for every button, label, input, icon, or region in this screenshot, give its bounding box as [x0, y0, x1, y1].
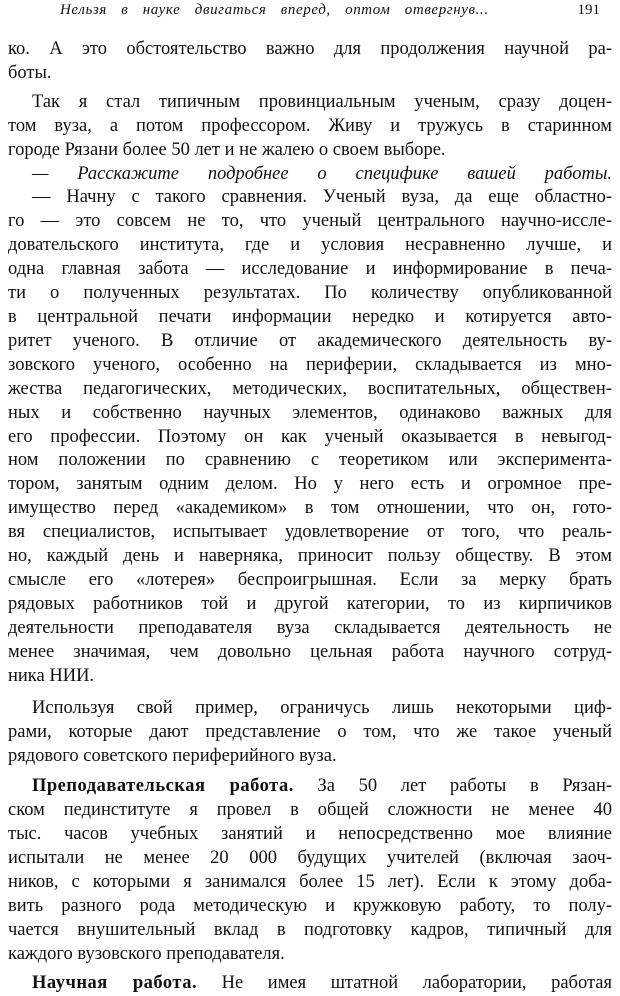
text-line: ти о полученных результатах. По количеству опубликованной	[8, 283, 612, 304]
text-line	[8, 775, 612, 799]
text-line-rest: Не имея штатной лаборатории, работая	[197, 973, 612, 994]
text-line: рами, которые дают представление о том, что же такое ученый	[8, 722, 612, 743]
text-line: деятельности преподавателя вуза складывается деятельность не	[8, 617, 612, 638]
text-line: чается внушительный вклад в подготовку кадров, типичный для	[8, 919, 612, 940]
interview-question	[8, 163, 612, 187]
text-line: ском пединституте я провел в общей сложности не менее 40	[8, 800, 612, 821]
section-lead-research: Научная работа.	[32, 973, 198, 994]
text-line-rest: За 50 лет работы в Рязан-	[293, 776, 613, 797]
paragraph	[8, 697, 612, 769]
text-line: — Расскажите подробнее о специфике вашей работы.	[32, 163, 612, 184]
text-line: тыс. часов учебных занятий и непосредственно мое влияние	[8, 824, 612, 844]
text-line: но, каждый день и наверняка, приносит пользу обществу. В этом	[8, 546, 612, 567]
text-line: рядовых работников той и другой категории, то из кирпичиков	[8, 593, 612, 614]
text-line: смысле его «лотерея» беспроигрышная. Если за мерку брать	[8, 569, 612, 590]
text-line: ных и собственно научных элементов, одинаково важных для	[8, 402, 612, 423]
text-line: городе Рязани более 50 лет и не жалею о своем выборе.	[8, 139, 446, 160]
text-line: вить разного рода методическую и кружковую работу, то полу-	[8, 895, 612, 916]
text-line: вя специалистов, испытывает удовлетворение от того, что реаль-	[8, 522, 612, 543]
section-research	[8, 972, 612, 996]
paragraph-continuation	[8, 38, 612, 86]
text-line: в центральной печати информации нередко и котируется авто-	[8, 306, 612, 327]
text-line: том вуза, а потом профессором. Живу и тружусь в старинном	[8, 115, 612, 136]
running-title: Нельзя в науке двигаться вперед, оптом отвергнув...	[60, 2, 489, 18]
text-line: довательского института, где и условия несравненно лучше, и	[8, 235, 612, 256]
text-line: боты.	[8, 62, 52, 83]
text-line: ритет ученого. В отличие от академического деятельность ву-	[8, 330, 612, 351]
text-line: менее значимая, чем довольно цельная работа научного сотруд-	[8, 641, 612, 662]
text-line: го — это совсем не то, что ученый центрального научно-иссле-	[8, 211, 612, 232]
text-line: одна главная забота — исследование и информирование в печа-	[8, 259, 612, 280]
text-line: зовского ученого, особенно на периферии, складывается из мно-	[8, 354, 612, 375]
paragraph	[8, 91, 612, 163]
section-lead-teaching: Преподавательская работа.	[32, 776, 294, 797]
text-line: жества педагогических, методических, воспитательных, обществен-	[8, 378, 612, 399]
text-line: ном положении по сравнению с теоретиком или эксперимента-	[8, 450, 612, 471]
text-line: испытали не менее 20 000 будущих учителей (включая заоч-	[8, 847, 612, 868]
text-line: ко. А это обстоятельство важно для продолжения научной ра-	[8, 39, 612, 59]
text-line	[8, 972, 612, 996]
text-line: Так я стал типичным провинциальным ученым, сразу доцен-	[32, 91, 612, 112]
page-header	[60, 2, 600, 24]
body-text	[8, 38, 612, 996]
text-line: — Начну с такого сравнения. Ученый вуза, да еще областно-	[32, 187, 612, 208]
text-line: его профессии. Поэтому он как ученый оказывается в невыгод-	[8, 426, 612, 447]
section-teaching	[8, 775, 612, 966]
text-line: тором, занятым одним делом. Но у него есть и огромное пре-	[8, 474, 612, 495]
page-number: 191	[577, 2, 600, 18]
interview-answer	[8, 186, 612, 688]
text-line: Используя свой пример, ограничусь лишь некоторыми циф-	[32, 698, 612, 719]
text-line: ника НИИ.	[8, 665, 95, 686]
text-line: ников, с которыми я занимался более 15 лет). Если к этому доба-	[8, 871, 612, 892]
text-line: рядового советского периферийного вуза.	[8, 746, 337, 767]
text-line: каждого вузовского преподавателя.	[8, 943, 285, 964]
text-line: имущество перед «академиком» в том отношении, что он, гото-	[8, 498, 612, 519]
